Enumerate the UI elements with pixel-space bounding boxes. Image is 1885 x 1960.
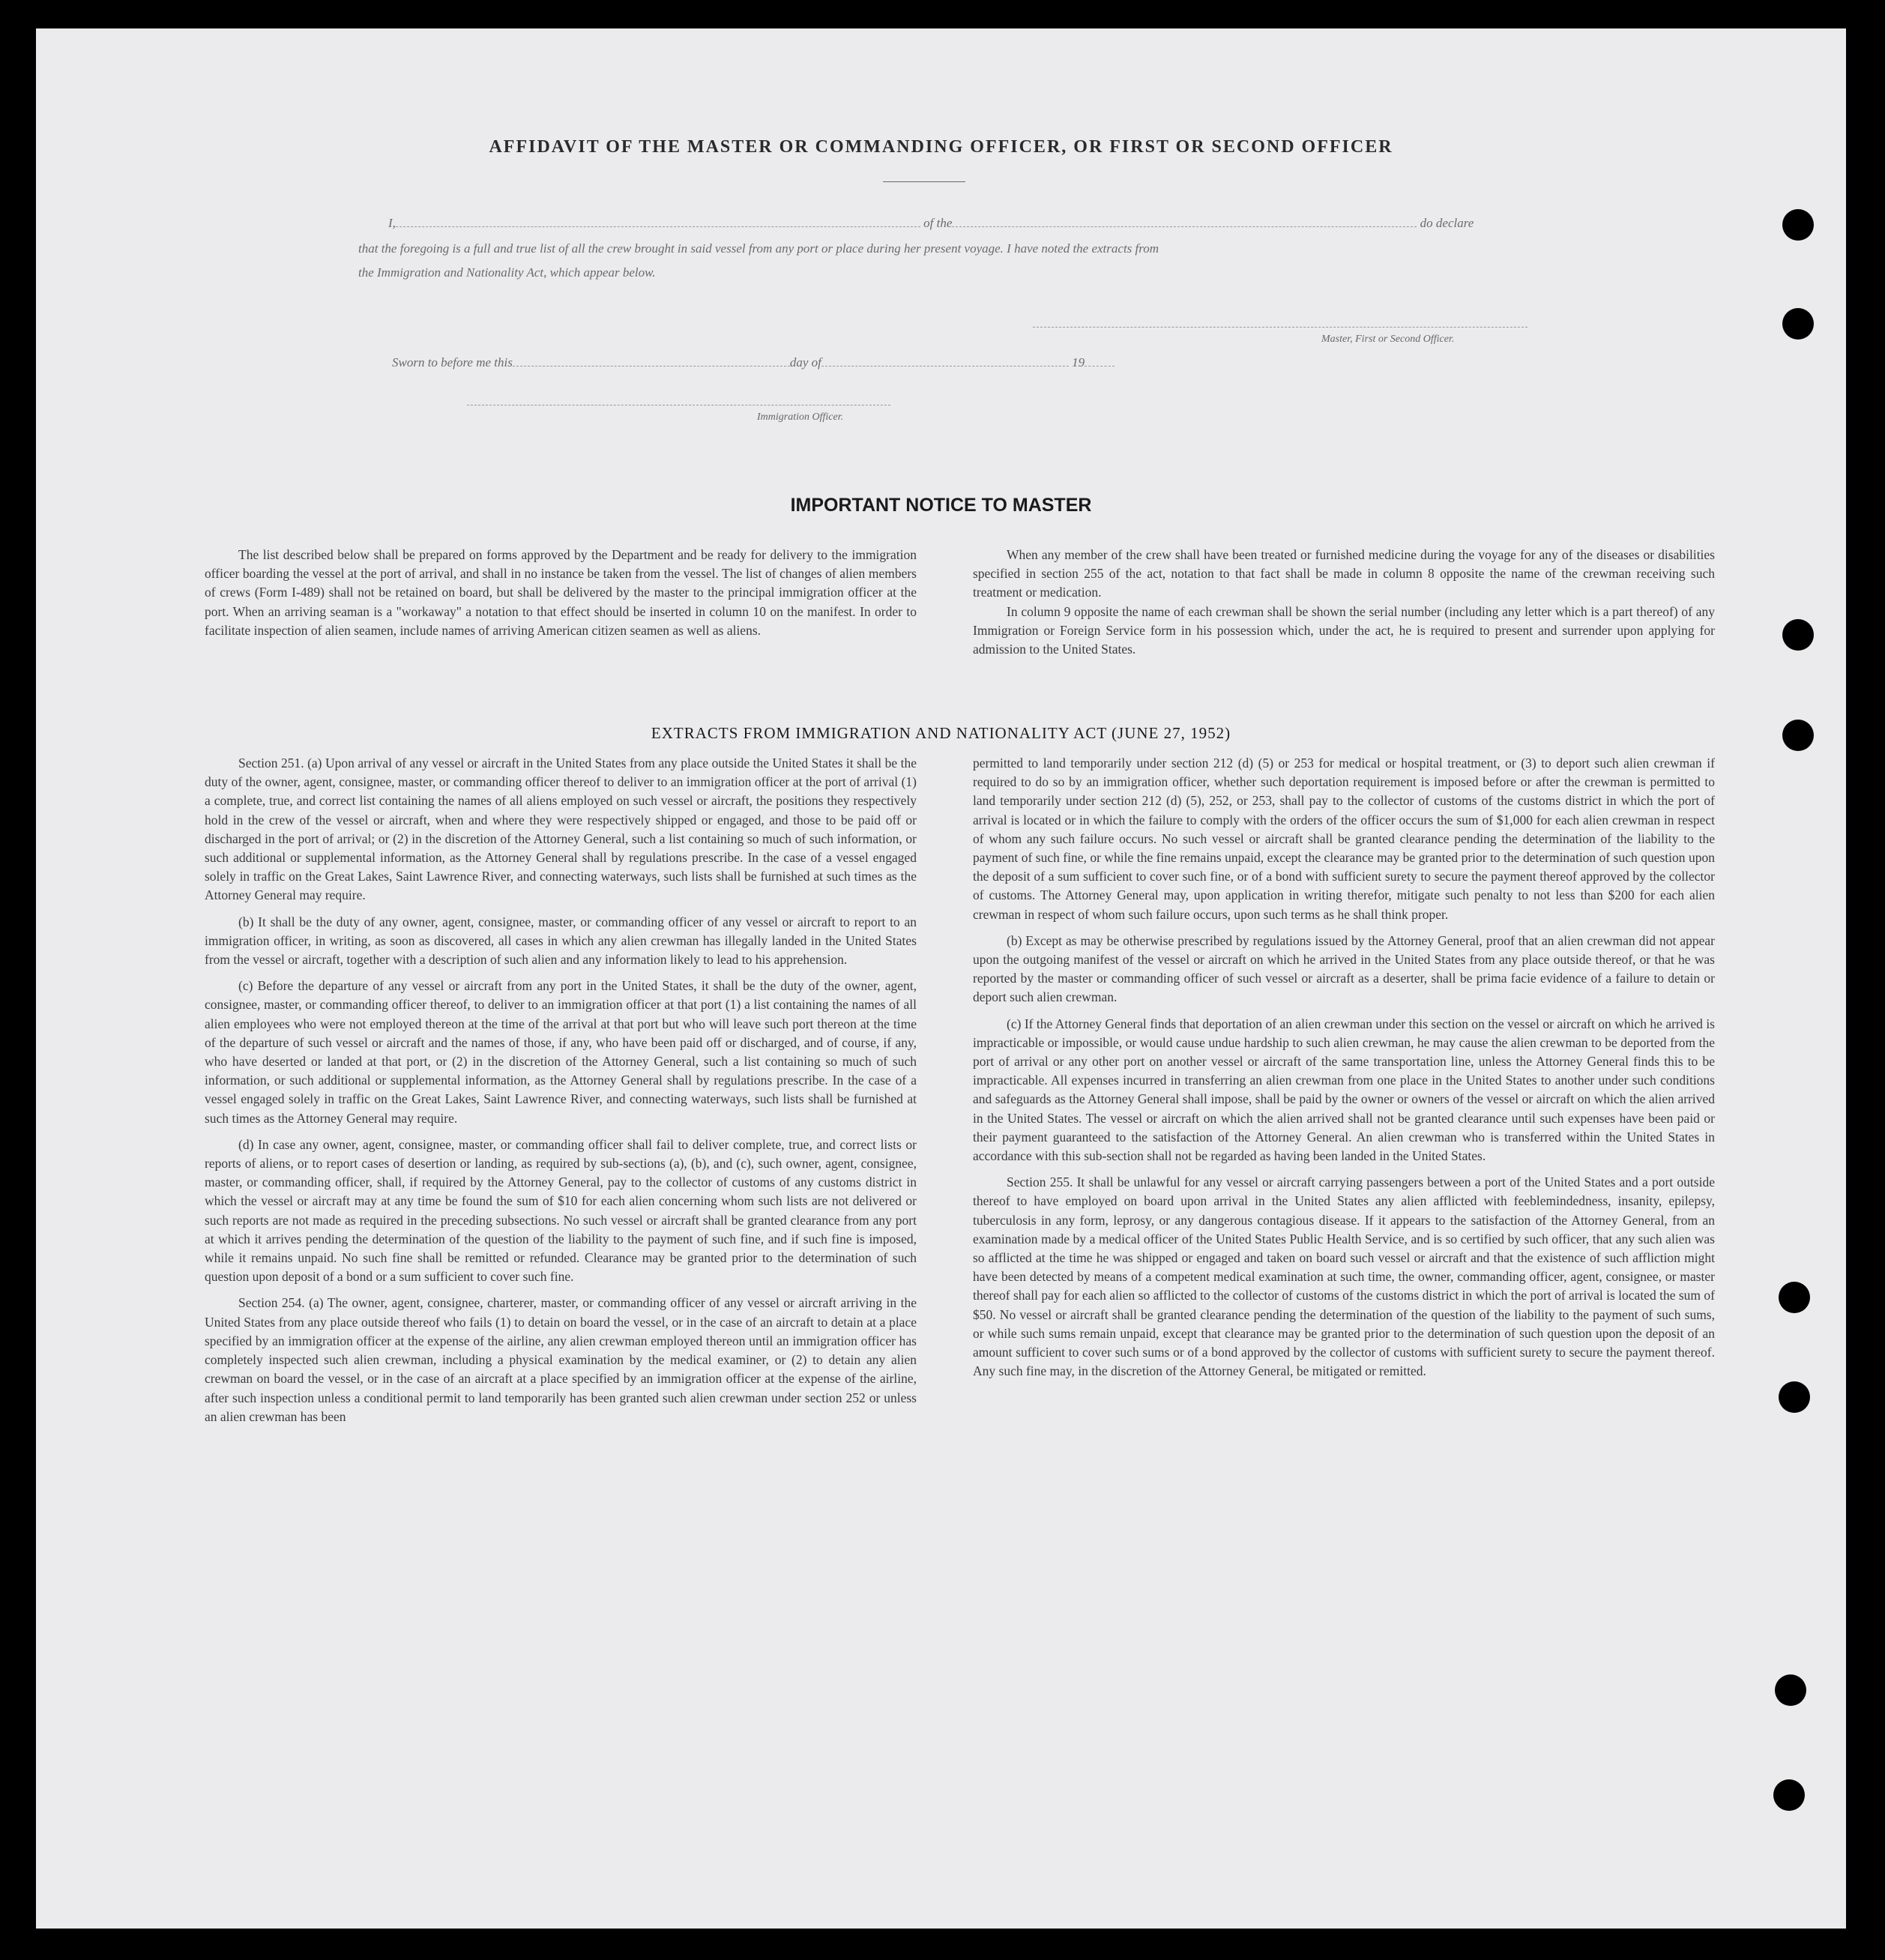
- master-caption: Master, First or Second Officer.: [1321, 334, 1455, 345]
- binder-hole: [1773, 1779, 1805, 1811]
- notice-left-paragraph: The list described below shall be prepared on forms approved by the Department and be ready for delivery to the immigration officer boarding the vessel at the port of arrival, and shall in no instance be taken from the vessel. The list of changes of alien members of crews (Form I-489) shall not be retained on board, but shall be delivered by the master to the principal immigration officer at the port. When an arriving seaman is a "workaway" a notation to that effect should be inserted in column 10 on the manifest. In order to facilitate inspection of alien seamen, include names of arriving American citizen seamen as well as aliens.: [205, 547, 917, 638]
- affidavit-line-1: I, of the do declare: [388, 216, 1474, 230]
- declarant-name-field[interactable]: [396, 226, 920, 227]
- binder-hole: [1779, 1282, 1810, 1313]
- sworn-line: Sworn to before me this day of 19: [392, 355, 1115, 370]
- binder-hole: [1782, 619, 1814, 651]
- binder-hole: [1779, 1381, 1810, 1413]
- notice-title: IMPORTANT NOTICE TO MASTER: [790, 495, 1092, 516]
- notice-left-column: [205, 546, 917, 640]
- officer-caption: Immigration Officer.: [757, 411, 844, 423]
- notice-right-paragraph-1: When any member of the crew shall have been treated or furnished medicine during the voyage for any of the diseases or disabilities specified in section 255 of the act, notation to that fact shall be made in column 8 opposite the name of the crewman receiving such treatment or medication.: [973, 547, 1715, 600]
- vessel-name-field[interactable]: [952, 226, 1417, 227]
- sworn-month-field[interactable]: [821, 366, 1069, 367]
- affidavit-title: AFFIDAVIT OF THE MASTER OR COMMANDING OFFICER, OR FIRST OR SECOND OFFICER: [489, 137, 1393, 157]
- section-251-a: Section 251. (a) Upon arrival of any vessel or aircraft in the United States from any place outside the United States it shall be the duty of the owner, agent, consignee, master, or commanding officer thereof to deliver to an immigration officer at the port of arrival (1) a complete, true, and correct list containing the names of all aliens employed on such vessel or aircraft, the positions they respectively hold in the crew of the vessel or aircraft, when and where they were respectively shipped or engaged, and those to be paid off or discharged in the port of arrival; or (2) in the discretion of the Attorney General, such a list containing so much of such information, or such additional or supplemental information, as the Attorney General shall by regulations prescribe. In the case of a vessel engaged solely in traffic on the Great Lakes, Saint Lawrence River, and connecting waterways, such lists shall be furnished at such times as the Attorney General may require.: [205, 756, 917, 903]
- section-254-a: Section 254. (a) The owner, agent, consignee, charterer, master, or commanding officer of any vessel or aircraft arriving in the United States from any place outside thereof who fails (1) to detain on board the vessel, or in the case of an aircraft to detain at a place specified by an immigration officer at the expense of the airline, any alien crewman employed thereon until an immigration officer has completely inspected such alien crewman, including a physical examination by the medical examiner, or (2) to detain any alien crewman on board the vessel, or in the case of an aircraft at a place specified by an immigration officer at the expense of the airline, after such inspection unless a conditional permit to land temporarily has been granted such alien crewman under section 252 or unless an alien crewman has been: [205, 1295, 917, 1424]
- notice-right-paragraph-2: In column 9 opposite the name of each crewman shall be shown the serial number (including any letter which is a part thereof) of any Immigration or Foreign Service form in his possession which, under the act, he is required to present and surrender upon applying for admission to the United States.: [973, 603, 1715, 657]
- extracts-right-column: [973, 754, 1715, 1389]
- sworn-year-field[interactable]: [1085, 366, 1115, 367]
- affidavit-line-2: that the foregoing is a full and true list of all the crew brought in said vessel from any port or place during her present voyage. I have noted the extracts from: [358, 241, 1159, 256]
- section-251-d: (d) In case any owner, agent, consignee, master, or commanding officer shall fail to deliver complete, true, and correct lists or reports of aliens, or to report cases of desertion or landing, as required by sub-sections (a), (b), and (c), such owner, agent, consignee, master, or commanding officer, shall, if required by the Attorney General, pay to the collector of customs of any customs district in which the vessel or aircraft may at any time be found the sum of $10 for each alien concerning whom such lists are not delivered or such reports are not made as required in the preceding subsections. No such vessel or aircraft shall be granted clearance from any port at which it arrives pending the determination of the question of the liability to the payment of such fine, and if such fine is imposed, while it remains unpaid. No such fine shall be remitted or refunded. Clearance may be granted prior to the determination of such question upon deposit of a bond or a sum sufficient to cover such fine.: [205, 1136, 917, 1285]
- section-254-c: (c) If the Attorney General finds that deportation of an alien crewman under this section on the vessel or aircraft on which he arrived is impracticable or impossible, or would cause undue hardship to such alien crewman, he may cause the alien crewman to be deported from the port of arrival or any other port on another vessel or aircraft of the same transportation line, unless the Attorney General finds this to be impracticable. All expenses incurred in transferring an alien crewman from one place in the United States to another under such conditions and safeguards as the Attorney General shall impose, shall be paid by the owner or owners of the vessel or aircraft on which the alien arrived in the United States. The vessel or aircraft on which the alien arrived shall not be granted clearance until such expenses have been paid or their payment guaranteed to the satisfaction of the Attorney General. An alien crewman who is transferred within the United States in accordance with this sub-section shall not be regarded as having been landed in the United States.: [973, 1016, 1715, 1164]
- section-255: Section 255. It shall be unlawful for any vessel or aircraft carrying passengers between a port of the United States and a port outside thereof to have employed on board upon arrival in the United States any alien afflicted with feeblemindedness, insanity, epilepsy, tuberculosis in any form, leprosy, or any dangerous contagious disease. If it appears to the satisfaction of the Attorney General, from an examination made by a medical officer of the United States Public Health Service, and is so certified by such officer, that any such alien was so afflicted at the time he was shipped or engaged and taken on board such vessel or aircraft and that the existence of such affliction might have been detected by means of a competent medical examination at such time, the owner, commanding officer, agent, consignee, or master thereof shall pay for each alien so afflicted to the collector of customs of the customs district in which the port of arrival is located the sum of $50. No vessel or aircraft shall be granted clearance pending the determination of the question of the liability to the payment of such sums, or while such sums remain unpaid, except that clearance may be granted prior to the determination of such question upon the deposit of an amount sufficient to cover such sums or of a bond approved by the collector of customs with sufficient surety to secure the payment thereof. Any such fine may, in the discretion of the Attorney General, be mitigated or remitted.: [973, 1175, 1715, 1379]
- document-page: [36, 28, 1846, 1929]
- section-254-b: (b) Except as may be otherwise prescribed by regulations issued by the Attorney General, proof that an alien crewman did not appear upon the outgoing manifest of the vessel or aircraft on which he arrived in the United States from any place outside thereof, or that he was reported by the master or commanding officer of such vessel or aircraft as a deserter, shall be prima facie evidence of a failure to detain or deport such alien crewman.: [973, 932, 1715, 1005]
- section-251-b: (b) It shall be the duty of any owner, agent, consignee, master, or commanding officer of any vessel or aircraft to report to an immigration officer, in writing, as soon as discovered, all cases in which any alien crewman has illegally landed in the United States from the vessel or aircraft, together with a description of such alien and any information likely to lead to his apprehension.: [205, 914, 917, 968]
- extracts-left-column: [205, 754, 917, 1434]
- binder-hole: [1782, 308, 1814, 340]
- title-divider: [883, 181, 965, 182]
- master-signature-line[interactable]: [1033, 327, 1527, 328]
- extracts-title: EXTRACTS FROM IMMIGRATION AND NATIONALITY ACT (JUNE 27, 1952): [651, 724, 1231, 742]
- binder-hole: [1782, 720, 1814, 751]
- section-254-a-continued: permitted to land temporarily under section 212 (d) (5) or 253 for medical or hospital treatment, or (3) to deport such alien crewman if required to do so by an immigration officer, whether such deportation requirement is imposed before or after the crewman is permitted to land temporarily under section 212 (d) (5), 252, or 253, shall pay to the collector of customs of the customs district in which the port of arrival is located or in which the failure to comply with the orders of the officer occurs the sum of $1,000 for each alien crewman in respect of whom any such failure occurs. No such vessel or aircraft shall be granted clearance pending the determination of the liability to the payment of such fine, or while the fine remains unpaid, except the clearance may be granted prior to the determination of such question upon the deposit of a sum sufficient to cover such fine, or of a bond with sufficient surety to secure the payment thereof approved by the collector of customs. The Attorney General may, upon application in writing therefor, mitigate such penalty to not less than $200 for each alien crewman in respect of whom such failure occurs, upon such terms as he shall think proper.: [973, 756, 1715, 922]
- notice-right-column: [973, 546, 1715, 659]
- binder-hole: [1782, 209, 1814, 241]
- affidavit-line-3: the Immigration and Nationality Act, which appear below.: [358, 265, 656, 280]
- section-251-c: (c) Before the departure of any vessel or aircraft from any port in the United States, it shall be the duty of the owner, agent, consignee, master, or commanding officer thereof, to deliver to an immigration officer at that port (1) a list containing the names of all alien employees who were not employed thereon at the time of the arrival at that port but who will leave such port thereon at the time of the departure of such vessel or aircraft and the names of those, if any, who have been paid off or discharged, and of course, if any, who have deserted or landed at that port, or (2) in the discretion of the Attorney General, such a list containing so much of such information, or such additional or supplemental information, as the Attorney General shall by regulations prescribe. In the case of a vessel engaged solely in traffic on the Great Lakes, Saint Lawrence River, and connecting waterways, such lists shall be furnished at such times as the Attorney General may require.: [205, 978, 917, 1126]
- binder-hole: [1775, 1674, 1806, 1706]
- sworn-day-field[interactable]: [513, 366, 790, 367]
